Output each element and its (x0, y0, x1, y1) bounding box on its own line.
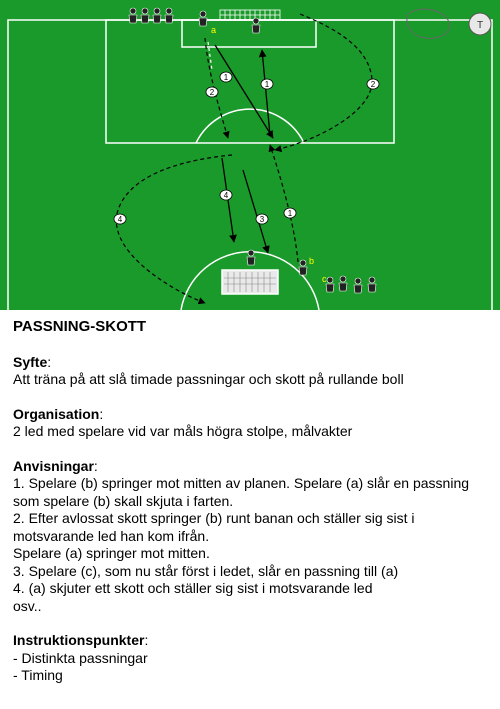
anv-line: motsvarande led han kom ifrån. (13, 527, 210, 544)
syfte-heading: Syfte (13, 353, 48, 370)
svg-text:b: b (309, 256, 315, 266)
marker-4-center (220, 190, 232, 200)
anv-colon: : (93, 457, 98, 474)
org-colon: : (99, 405, 104, 422)
drill-description (13, 318, 493, 685)
syfte-section-heading (13, 354, 493, 372)
instr-colon: : (144, 632, 149, 648)
marker-1-right (284, 208, 296, 218)
anv-line: Spelare (a) springer mot mitten. (13, 545, 210, 561)
svg-text:1: 1 (264, 80, 270, 89)
anv-heading: Anvisningar (13, 457, 94, 474)
marker-4-left (114, 214, 126, 224)
drill-diagram (0, 0, 500, 310)
marker-1-second (261, 79, 273, 89)
svg-text:2: 2 (370, 80, 376, 89)
anv-line: 3. Spelare (c), som nu står först i ledet, slår en passning till (a) (13, 562, 399, 579)
player-c (322, 274, 327, 284)
anv-line: 2. Efter avlossat skott springer (b) runt banan och ställer sig sist i (13, 510, 415, 526)
syfte-colon: : (47, 353, 52, 370)
anv-line: 4. (a) skjuter ett skott och ställer sig sist i motsvarande led (13, 580, 373, 596)
instr-item: - Distinkta passningar (13, 649, 148, 666)
marker-2-left (206, 87, 218, 97)
instr-heading: Instruktionspunkter (13, 632, 145, 648)
svg-text:1: 1 (287, 209, 293, 218)
anv-line: 1. Spelare (b) springer mot mitten av planen. Spelare (a) slår en passning (13, 475, 470, 491)
org-section-heading (13, 406, 493, 424)
org-heading: Organisation (13, 405, 100, 422)
svg-text:4: 4 (223, 191, 229, 200)
svg-text:c: c (322, 274, 327, 284)
anv-line: osv.. (13, 597, 42, 614)
page-title: PASSNING-SKOTT (13, 318, 147, 335)
syfte-text: Att träna på att slå timade passningar och skott på rullande boll (13, 371, 404, 387)
svg-text:2: 2 (209, 88, 215, 97)
instr-item: - Timing (13, 667, 63, 683)
anv-line: som spelare (b) skall skjuta i farten. (13, 492, 234, 509)
svg-text:4: 4 (117, 215, 123, 224)
goalkeeper-top (252, 18, 260, 33)
anv-section-heading (13, 458, 493, 476)
svg-text:1: 1 (223, 73, 229, 82)
svg-text:3: 3 (259, 215, 265, 224)
svg-text:a: a (211, 25, 217, 35)
instr-section-heading (13, 632, 493, 650)
org-text: 2 led med spelare vid var måls högra stolpe, målvakter (13, 423, 353, 439)
svg-text:T: T (476, 20, 484, 31)
marker-1-top (220, 72, 232, 82)
goalkeeper-bottom (247, 250, 255, 265)
marker-3 (256, 214, 268, 224)
marker-2-right (367, 79, 379, 89)
